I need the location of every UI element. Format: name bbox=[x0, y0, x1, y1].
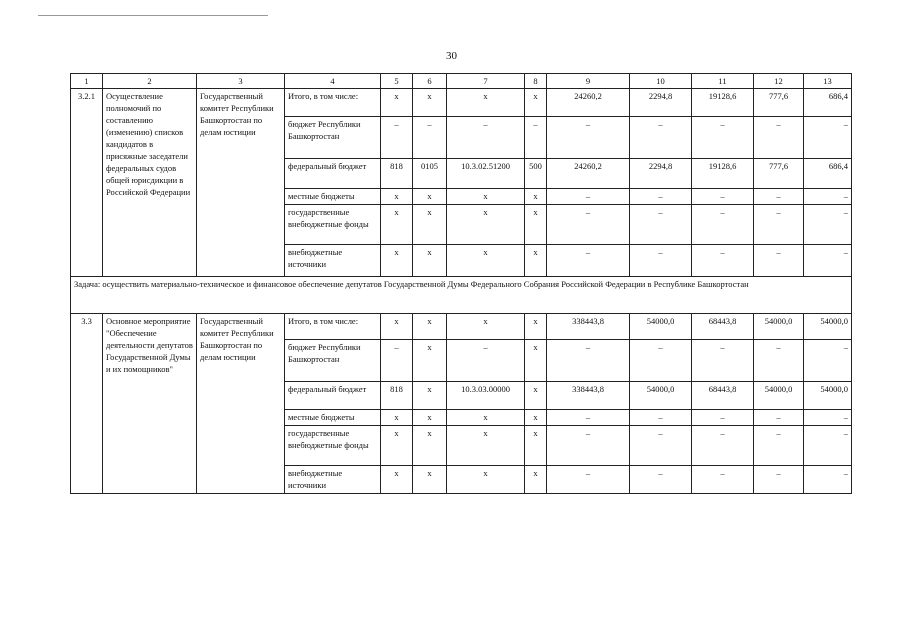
value-cell: х bbox=[413, 205, 447, 245]
value-cell: – bbox=[692, 426, 754, 466]
page-number: 30 bbox=[446, 50, 457, 62]
value-cell: – bbox=[692, 466, 754, 494]
value-cell: 54000,0 bbox=[754, 314, 804, 340]
value-cell: 10.3.02.51200 bbox=[447, 159, 525, 189]
value-cell: 686,4 bbox=[804, 159, 852, 189]
value-cell: 19128,6 bbox=[692, 159, 754, 189]
item-name: Осуществление полномочий по составлению (изменению) списков кандидатов в присяжные заседатели федеральных судов общей юрисдикции в Российской Федерации bbox=[103, 89, 197, 277]
value-cell: х bbox=[447, 314, 525, 340]
value-cell: х bbox=[525, 340, 547, 382]
header-cell: 5 bbox=[381, 74, 413, 89]
value-cell: – bbox=[381, 117, 413, 159]
item-name: Основное мероприятие "Обеспечение деятельности депутатов Государственной Думы и их помощников" bbox=[103, 314, 197, 494]
value-cell: х bbox=[413, 426, 447, 466]
value-cell: 54000,0 bbox=[754, 382, 804, 410]
header-rule bbox=[38, 15, 268, 16]
value-cell: – bbox=[630, 340, 692, 382]
value-cell: – bbox=[547, 426, 630, 466]
value-cell: х bbox=[447, 205, 525, 245]
item-code: 3.3 bbox=[71, 314, 103, 494]
value-cell: х bbox=[381, 410, 413, 426]
value-cell: х bbox=[413, 245, 447, 277]
value-cell: – bbox=[692, 189, 754, 205]
program-table bbox=[70, 73, 852, 494]
value-cell: – bbox=[754, 117, 804, 159]
value-cell: 2294,8 bbox=[630, 89, 692, 117]
value-cell: х bbox=[447, 189, 525, 205]
header-cell: 6 bbox=[413, 74, 447, 89]
value-cell: 777,6 bbox=[754, 159, 804, 189]
table-row bbox=[71, 314, 852, 340]
value-cell: – bbox=[804, 117, 852, 159]
value-cell: 19128,6 bbox=[692, 89, 754, 117]
value-cell: х bbox=[525, 426, 547, 466]
value-cell: – bbox=[692, 245, 754, 277]
value-cell: – bbox=[754, 189, 804, 205]
source-cell: бюджет Республики Башкортостан bbox=[285, 340, 381, 382]
value-cell: х bbox=[447, 466, 525, 494]
header-cell: 13 bbox=[804, 74, 852, 89]
value-cell: – bbox=[754, 410, 804, 426]
value-cell: – bbox=[804, 205, 852, 245]
value-cell: – bbox=[630, 117, 692, 159]
value-cell: х bbox=[413, 89, 447, 117]
source-cell: государственные внебюджетные фонды bbox=[285, 426, 381, 466]
value-cell: х bbox=[413, 340, 447, 382]
value-cell: 338443,8 bbox=[547, 382, 630, 410]
value-cell: 54000,0 bbox=[630, 382, 692, 410]
value-cell: х bbox=[381, 314, 413, 340]
value-cell: – bbox=[630, 205, 692, 245]
value-cell: 10.3.03.00000 bbox=[447, 382, 525, 410]
value-cell: – bbox=[630, 466, 692, 494]
value-cell: 68443,8 bbox=[692, 314, 754, 340]
value-cell: – bbox=[804, 466, 852, 494]
header-cell: 8 bbox=[525, 74, 547, 89]
value-cell: х bbox=[447, 410, 525, 426]
value-cell: – bbox=[547, 205, 630, 245]
value-cell: 24260,2 bbox=[547, 159, 630, 189]
header-cell: 3 bbox=[197, 74, 285, 89]
value-cell: х bbox=[525, 245, 547, 277]
header-cell: 10 bbox=[630, 74, 692, 89]
value-cell: – bbox=[692, 410, 754, 426]
value-cell: х bbox=[413, 382, 447, 410]
value-cell: – bbox=[754, 245, 804, 277]
value-cell: – bbox=[804, 410, 852, 426]
value-cell: 68443,8 bbox=[692, 382, 754, 410]
value-cell: х bbox=[413, 189, 447, 205]
value-cell: – bbox=[630, 426, 692, 466]
value-cell: х bbox=[447, 426, 525, 466]
value-cell: 338443,8 bbox=[547, 314, 630, 340]
value-cell: – bbox=[547, 245, 630, 277]
source-cell: Итого, в том числе: bbox=[285, 89, 381, 117]
source-cell: местные бюджеты bbox=[285, 410, 381, 426]
value-cell: 500 bbox=[525, 159, 547, 189]
value-cell: 818 bbox=[381, 159, 413, 189]
header-cell: 9 bbox=[547, 74, 630, 89]
value-cell: – bbox=[754, 205, 804, 245]
header-cell: 4 bbox=[285, 74, 381, 89]
value-cell: – bbox=[547, 189, 630, 205]
task-row bbox=[71, 277, 852, 314]
table-row bbox=[71, 89, 852, 117]
value-cell: х bbox=[381, 89, 413, 117]
source-cell: внебюджетные источники bbox=[285, 466, 381, 494]
item-executor: Государственный комитет Республики Башкортостан по делам юстиции bbox=[197, 89, 285, 277]
source-cell: Итого, в том числе: bbox=[285, 314, 381, 340]
value-cell: – bbox=[547, 117, 630, 159]
value-cell: х bbox=[413, 314, 447, 340]
value-cell: – bbox=[525, 117, 547, 159]
source-cell: бюджет Республики Башкортостан bbox=[285, 117, 381, 159]
value-cell: х bbox=[525, 314, 547, 340]
value-cell: – bbox=[804, 189, 852, 205]
value-cell: – bbox=[630, 410, 692, 426]
value-cell: – bbox=[754, 466, 804, 494]
value-cell: – bbox=[413, 117, 447, 159]
source-cell: внебюджетные источники bbox=[285, 245, 381, 277]
value-cell: – bbox=[804, 340, 852, 382]
value-cell: х bbox=[525, 382, 547, 410]
value-cell: х bbox=[381, 205, 413, 245]
value-cell: 54000,0 bbox=[630, 314, 692, 340]
value-cell: х bbox=[525, 466, 547, 494]
value-cell: х bbox=[381, 426, 413, 466]
value-cell: – bbox=[692, 340, 754, 382]
item-code: 3.2.1 bbox=[71, 89, 103, 277]
value-cell: – bbox=[547, 410, 630, 426]
header-cell: 12 bbox=[754, 74, 804, 89]
source-cell: федеральный бюджет bbox=[285, 159, 381, 189]
value-cell: х bbox=[525, 89, 547, 117]
value-cell: х bbox=[381, 189, 413, 205]
value-cell: х bbox=[525, 205, 547, 245]
value-cell: – bbox=[754, 340, 804, 382]
source-cell: местные бюджеты bbox=[285, 189, 381, 205]
value-cell: 818 bbox=[381, 382, 413, 410]
value-cell: х bbox=[413, 466, 447, 494]
header-cell: 2 bbox=[103, 74, 197, 89]
value-cell: – bbox=[754, 426, 804, 466]
value-cell: х bbox=[447, 245, 525, 277]
value-cell: х bbox=[525, 189, 547, 205]
value-cell: 777,6 bbox=[754, 89, 804, 117]
value-cell: – bbox=[630, 245, 692, 277]
source-cell: государственные внебюджетные фонды bbox=[285, 205, 381, 245]
value-cell: – bbox=[804, 245, 852, 277]
item-executor: Государственный комитет Республики Башкортостан по делам юстиции bbox=[197, 314, 285, 494]
value-cell: х bbox=[381, 466, 413, 494]
value-cell: 54000,0 bbox=[804, 382, 852, 410]
value-cell: 24260,2 bbox=[547, 89, 630, 117]
task-text: Задача: осуществить материально-техническое и финансовое обеспечение депутатов Государственной Думы Федерального Собрания Российской Федерации в Республике Башкортостан bbox=[71, 277, 852, 314]
value-cell: – bbox=[630, 189, 692, 205]
value-cell: 2294,8 bbox=[630, 159, 692, 189]
header-cell: 7 bbox=[447, 74, 525, 89]
column-number-row bbox=[71, 74, 852, 89]
value-cell: – bbox=[447, 117, 525, 159]
header-cell: 11 bbox=[692, 74, 754, 89]
value-cell: 54000,0 bbox=[804, 314, 852, 340]
value-cell: – bbox=[547, 340, 630, 382]
source-cell: федеральный бюджет bbox=[285, 382, 381, 410]
value-cell: – bbox=[692, 205, 754, 245]
value-cell: х bbox=[413, 410, 447, 426]
value-cell: – bbox=[692, 117, 754, 159]
header-cell: 1 bbox=[71, 74, 103, 89]
value-cell: – bbox=[447, 340, 525, 382]
value-cell: 0105 bbox=[413, 159, 447, 189]
value-cell: х bbox=[525, 410, 547, 426]
value-cell: – bbox=[804, 426, 852, 466]
value-cell: 686,4 bbox=[804, 89, 852, 117]
value-cell: х bbox=[381, 245, 413, 277]
value-cell: х bbox=[447, 89, 525, 117]
value-cell: – bbox=[381, 340, 413, 382]
value-cell: – bbox=[547, 466, 630, 494]
